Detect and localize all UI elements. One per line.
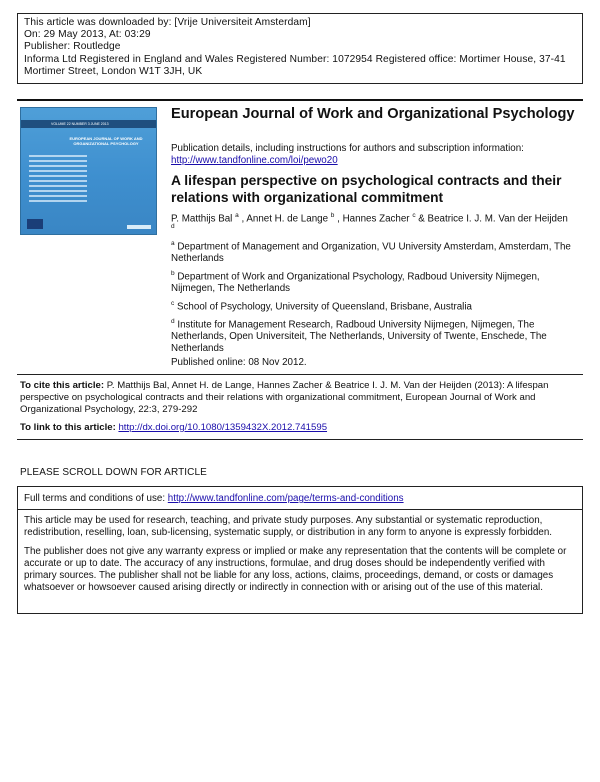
author-sup: b — [330, 212, 335, 219]
journal-title: European Journal of Work and Organizational Psychology — [171, 106, 575, 122]
cover-contents — [29, 155, 87, 205]
author-name: P. Matthijs Bal — [171, 213, 233, 225]
terms-intro: Full terms and conditions of use: — [24, 493, 166, 504]
cover-title: EUROPEAN JOURNAL OF WORK AND ORGANIZATIONAL PSYCHOLOGY — [69, 136, 143, 146]
download-line: This article was downloaded by: [Vrije Universiteit Amsterdam] — [24, 17, 311, 28]
published-online: Published online: 08 Nov 2012. — [171, 357, 307, 369]
divider — [18, 509, 582, 510]
divider — [17, 99, 583, 101]
link-label: To link to this article: — [20, 421, 116, 433]
author-sup: d — [171, 223, 175, 230]
citation — [20, 380, 580, 416]
affiliation: $^a$ Department of Management and Organization, VU University Amsterdam, Amsterdam, The Netherlands — [171, 240, 571, 265]
terms-paragraph: This article may be used for research, teaching, and private study purposes. Any substantial or systematic reproduction, redistribution, reselling, loan, sub-licensing, systematic supply, or distribution in any form to anyone is expressly forbidden. — [24, 515, 553, 539]
author-list: P. Matthijs Bal $^a$ , Annet H. de Lange $^b$ , Hannes Zacher $^c$ & Beatrice I. J. M. Van der Heijden d — [171, 210, 591, 225]
terms-box — [17, 486, 583, 614]
publication-details: Publication details, including instructions for authors and subscription information: — [171, 143, 524, 154]
author-name: Hannes Zacher — [342, 213, 410, 225]
terms-link[interactable]: http://www.tandfonline.com/page/terms-and-conditions — [167, 493, 404, 504]
doi-link[interactable]: http://dx.doi.org/10.1080/1359432X.2012.741595 — [118, 421, 328, 433]
affiliation: $^d$ Institute for Management Research, Radboud University Nijmegen, Nijmegen, The Netherlands, Open Universiteit, The Netherlands, University of Twente, Enschede, The Netherlands — [171, 317, 547, 354]
scroll-notice: PLEASE SCROLL DOWN FOR ARTICLE — [20, 467, 207, 478]
cover-band-text: VOLUME 22 NUMBER 3 JUNE 2013 — [51, 122, 109, 126]
affiliation: $^b$ Department of Work and Organizational Psychology, Radboud University Nijmegen, Nijmegen, The Netherlands — [171, 269, 540, 294]
publisher-logo-icon — [27, 219, 43, 229]
article-link-row — [20, 422, 580, 434]
citation-box — [17, 374, 583, 440]
cover-footer-mark — [127, 225, 151, 229]
author-name: Beatrice I. J. M. Van der Heijden — [427, 213, 568, 225]
affiliations — [171, 238, 586, 369]
author-name: Annet H. de Lange — [246, 213, 329, 225]
download-date: On: 29 May 2013, At: 03:29 — [24, 29, 151, 41]
author-sup: a — [235, 212, 239, 219]
download-notice — [17, 13, 583, 84]
journal-cover-image — [20, 107, 157, 235]
terms-intro-row — [24, 493, 576, 505]
article-title: A lifespan perspective on psychological contracts and their relations with organizational commitment — [171, 173, 562, 205]
terms-paragraph: The publisher does not give any warranty express or implied or make any representation that the contents will be complete or accurate or up to date. The accuracy of any instructions, formulae, and drug doses should be independently verified with primary sources. The publisher shall not be liable for any loss, actions, claims, proceedings, demand, or costs or damages whatsoever or howsoever caused arising directly or indirectly in connection with or arising out of the use of this material. — [24, 545, 567, 594]
publisher: Publisher: Routledge — [24, 41, 121, 53]
registration-info: Informa Ltd Registered in England and Wales Registered Number: 1072954 Registered office: Mortimer House, 37-41 Mortimer Street, London W1T 3JH, UK — [24, 53, 566, 77]
author-sup: c — [412, 212, 416, 219]
affiliation: $^c$ School of Psychology, University of Queensland, Brisbane, Australia — [171, 299, 472, 312]
citation-label: To cite this article: — [20, 380, 105, 391]
journal-link[interactable]: http://www.tandfonline.com/loi/pewo20 — [171, 155, 338, 166]
citation-text: P. Matthijs Bal, Annet H. de Lange, Hannes Zacher & Beatrice I. J. M. Van der Heijden (2013): A lifespan perspective on psychological contracts and their relations with organizational commitment, European Journal of Work and Organizational Psychology, 22:3, 279-292 — [20, 380, 549, 415]
